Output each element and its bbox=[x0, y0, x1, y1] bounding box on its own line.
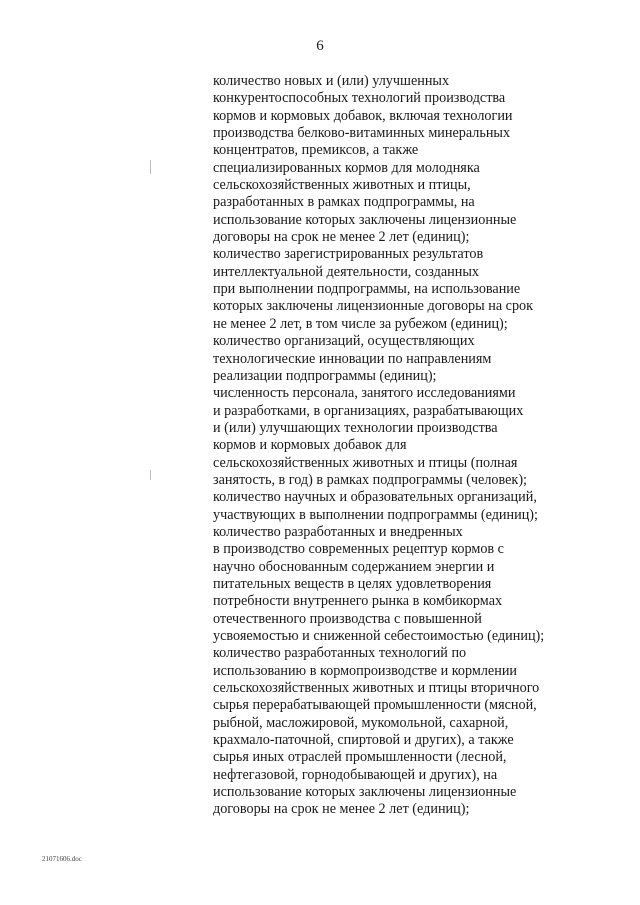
text-line: научно обоснованным содержанием энергии и bbox=[213, 558, 495, 575]
text-line: сырья перерабатывающей промышленности (мясной, bbox=[213, 697, 537, 714]
text-line: использование которых заключены лицензионные bbox=[213, 784, 517, 801]
text-line: количество разработанных и внедренных bbox=[213, 523, 463, 540]
text-line: не менее 2 лет, в том числе за рубежом (единиц); bbox=[213, 315, 508, 332]
text-line: технологические инновации по направлениям bbox=[213, 350, 492, 367]
text-line: количество зарегистрированных результатов bbox=[213, 246, 484, 263]
text-line: нефтегазовой, горнодобывающей и других), на bbox=[213, 766, 498, 783]
text-line: концентратов, премиксов, а также bbox=[213, 142, 419, 159]
text-line: отечественного производства с повышенной bbox=[213, 610, 482, 627]
text-line: сельскохозяйственных животных и птицы вторичного bbox=[213, 680, 540, 697]
text-line: кормов и кормовых добавок для bbox=[213, 437, 407, 454]
body-text bbox=[213, 73, 613, 819]
text-line: использованию в кормопроизводстве и кормлении bbox=[213, 662, 518, 679]
text-line: кормов и кормовых добавок, включая технологии bbox=[213, 107, 513, 124]
text-line: специализированных кормов для молодняка bbox=[213, 159, 480, 176]
text-line: рыбной, масложировой, мукомольной, сахарной, bbox=[213, 714, 509, 731]
text-line: численность персонала, занятого исследованиями bbox=[213, 385, 516, 402]
text-line: в производство современных рецептур кормов с bbox=[213, 541, 504, 558]
text-line: сырья иных отраслей промышленности (лесной, bbox=[213, 749, 507, 766]
text-line: разработанных в рамках подпрограммы, на bbox=[213, 194, 475, 211]
scan-mark bbox=[150, 160, 151, 174]
text-line: конкурентоспособных технологий производства bbox=[213, 90, 506, 107]
text-line: питательных веществ в целях удовлетворения bbox=[213, 575, 492, 592]
text-line: крахмало-паточной, спиртовой и других), а также bbox=[213, 732, 514, 749]
page-number: 6 bbox=[316, 38, 324, 54]
text-line: которых заключены лицензионные договоры на срок bbox=[213, 298, 534, 315]
text-line: и разработками, в организациях, разрабатывающих bbox=[213, 402, 524, 419]
text-line: договоры на срок не менее 2 лет (единиц); bbox=[213, 229, 470, 246]
text-line: количество новых и (или) улучшенных bbox=[213, 73, 450, 89]
text-line: и (или) улучшающих технологии производства bbox=[213, 419, 498, 436]
footer-filename: 21071606.doc bbox=[42, 855, 82, 863]
text-line: при выполнении подпрограммы, на использование bbox=[213, 281, 521, 298]
text-line: усвояемостью и сниженной себестоимостью (единиц); bbox=[213, 628, 545, 644]
text-line: интеллектуальной деятельности, созданных bbox=[213, 263, 479, 280]
text-line: использование которых заключены лицензионные bbox=[213, 211, 517, 228]
text-line: договоры на срок не менее 2 лет (единиц); bbox=[213, 801, 470, 818]
text-line: занятость, в год) в рамках подпрограммы (человек); bbox=[213, 471, 527, 488]
text-line: количество разработанных технологий по bbox=[213, 645, 467, 662]
text-line: количество научных и образовательных организаций, bbox=[213, 489, 537, 506]
text-line: сельскохозяйственных животных и птицы, bbox=[213, 177, 471, 194]
text-line: потребности внутреннего рынка в комбикормах bbox=[213, 593, 503, 610]
scan-mark bbox=[150, 470, 151, 480]
text-line: реализации подпрограммы (единиц); bbox=[213, 367, 437, 384]
text-line: производства белково-витаминных минеральных bbox=[213, 125, 511, 142]
text-line: количество организаций, осуществляющих bbox=[213, 333, 475, 350]
text-line: сельскохозяйственных животных и птицы (полная bbox=[213, 454, 518, 471]
text-line: участвующих в выполнении подпрограммы (единиц); bbox=[213, 506, 538, 523]
